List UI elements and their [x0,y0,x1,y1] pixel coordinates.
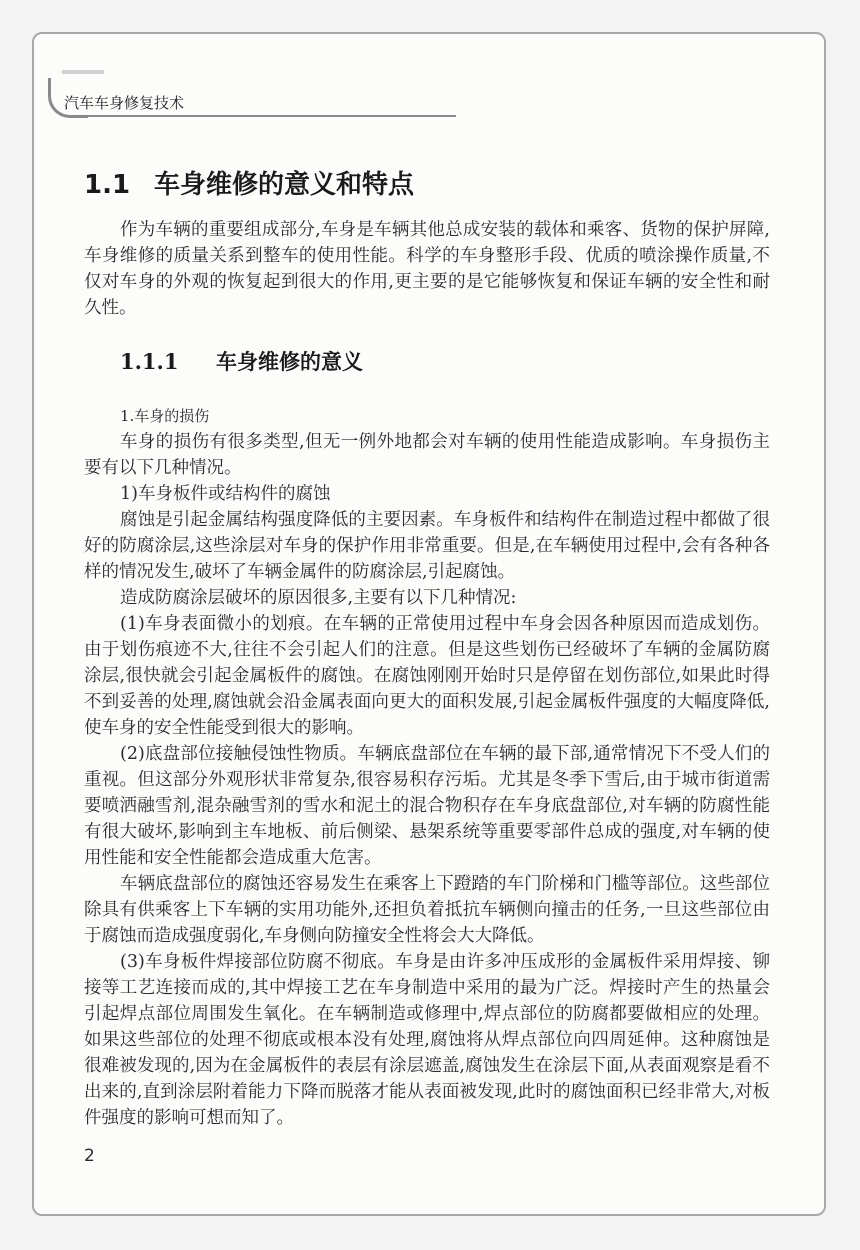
item-heading: 1.车身的损伤 [120,407,210,425]
subsection-heading [120,348,363,376]
subsection-title: 车身维修的意义 [216,350,363,374]
paragraph: 车辆底盘部位的腐蚀还容易发生在乘客上下蹬踏的车门阶梯和门槛等部位。这些部位除具有供乘客上下车辆的实用功能外,还担负着抵抗车辆侧向撞击的任务,一旦这些部位由于腐蚀而造成强度弱化,车身侧向防撞安全性将会大大降低。 [84,874,770,946]
sub-item-heading: 1)车身板件或结构件的腐蚀 [120,484,331,504]
paragraph: (1)车身表面微小的划痕。在车辆的正常使用过程中车身会因各种原因而造成划伤。由于划伤痕迹不大,往往不会引起人们的注意。但是这些划伤已经破坏了车辆的金属防腐涂层,很快就会引起金属板件的腐蚀。在腐蚀刚刚开始时只是停留在划伤部位,如果此时得不到妥善的处理,腐蚀就会沿金属表面向更大的面积发展,引起金属板件强度的大幅度降低,使车身的安全性能受到很大的影响。 [84,614,770,738]
paragraph: (3)车身板件焊接部位防腐不彻底。车身是由许多冲压成形的金属板件采用焊接、铆接等工艺连接而成的,其中焊接工艺在车身制造中采用的最为广泛。焊接时产生的热量会引起焊点部位周围发生氧化。在车辆制造或修理中,焊点部位的防腐都要做相应的处理。如果这些部位的处理不彻底或根本没有处理,腐蚀将从焊点部位向四周延伸。这种腐蚀是很难被发现的,因为在金属板件的表层有涂层遮盖,腐蚀发生在涂层下面,从表面观察是看不出来的,直到涂层附着能力下降而脱落才能从表面被发现,此时的腐蚀面积已经非常大,对板件强度的影响可想而知了。 [84,952,770,1128]
section-heading [84,168,414,202]
intro-block [84,217,770,321]
section-number: 1.1 [84,170,131,200]
page-number: 2 [84,1146,95,1166]
intro-paragraph: 作为车辆的重要组成部分,车身是车辆其他总成安装的载体和乘客、货物的保护屏障,车身维修的质量关系到整车的使用性能。科学的车身整形手段、优质的喷涂操作质量,不仅对车身的外观的恢复起到很大的作用,更主要的是它能够恢复和保证车辆的安全性和耐久性。 [84,220,770,318]
header-decoration [62,70,104,74]
paragraph: 造成防腐涂层破坏的原因很多,主要有以下几种情况: [120,588,517,608]
running-header: 汽车车身修复技术 [64,94,185,112]
subsection-number: 1.1.1 [120,349,179,374]
paragraph: 车身的损伤有很多类型,但无一例外地都会对车辆的使用性能造成影响。车身损伤主要有以下几种情况。 [84,432,770,478]
header-rule [86,115,456,117]
paragraph: 腐蚀是引起金属结构强度降低的主要因素。车身板件和结构件在制造过程中都做了很好的防腐涂层,这些涂层对车身的保护作用非常重要。但是,在车辆使用过程中,会有各种各样的情况发生,破坏了车辆金属件的防腐涂层,引起腐蚀。 [84,510,770,582]
body-text [84,403,770,1131]
section-title: 车身维修的意义和特点 [154,170,415,200]
paragraph: (2)底盘部位接触侵蚀性物质。车辆底盘部位在车辆的最下部,通常情况下不受人们的重视。但这部分外观形状非常复杂,很容易积存污垢。尤其是冬季下雪后,由于城市街道需要喷洒融雪剂,混杂融雪剂的雪水和泥土的混合物积存在车身底盘部位,对车辆的防腐性能有很大破坏,影响到主车地板、前后侧梁、悬架系统等重要零部件总成的强度,对车辆的使用性能和安全性能都会造成重大危害。 [84,744,770,868]
